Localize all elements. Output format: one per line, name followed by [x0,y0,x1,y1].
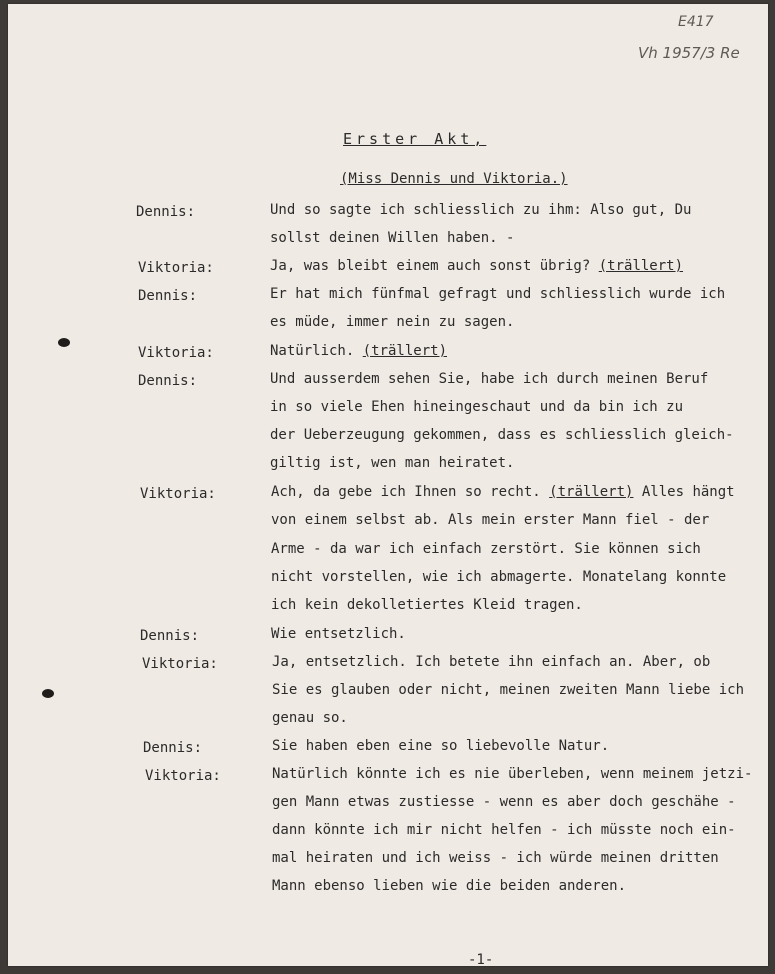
speaker-label: Viktoria: [145,768,221,784]
archive-signature: Vh 1957/3 Re [638,44,740,62]
stage-direction: (trällert) [362,343,448,359]
speaker-label: Dennis: [136,204,196,220]
dialogue-line: mal heiraten und ich weiss - ich würde meinen dritten [272,850,719,866]
typescript-page [8,4,768,966]
dialogue-line: Natürlich könnte ich es nie überleben, wenn meinem jetzi- [272,766,753,782]
dialogue-text: Ach, da gebe ich Ihnen so recht. [271,484,550,500]
dialogue-line: sollst deinen Willen haben. - [270,230,515,246]
dialogue-line: Und so sagte ich schliesslich zu ihm: Also gut, Du [270,202,692,218]
speaker-label: Dennis: [143,740,203,756]
dialogue-line: nicht vorstellen, wie ich abmagerte. Monatelang konnte [271,569,727,585]
dialogue-line: Ja, entsetzlich. Ich betete ihn einfach an. Aber, ob [272,654,711,670]
dialogue-line: von einem selbst ab. Als mein erster Mann fiel - der [271,512,710,528]
act-title: Erster Akt, [343,130,487,148]
dialogue-text: Natürlich. [270,343,363,359]
speaker-label: Dennis: [138,373,198,389]
dialogue-line: Er hat mich fünfmal gefragt und schliesslich wurde ich [270,286,726,302]
dialogue-line: Arme - da war ich einfach zerstört. Sie können sich [271,541,701,557]
dialogue-line: dann könnte ich mir nicht helfen - ich müsste noch ein- [272,822,736,838]
speaker-label: Viktoria: [140,486,216,502]
dialogue-line [270,343,447,359]
stage-direction: (trällert) [549,484,634,500]
dialogue-line [270,258,683,274]
dialogue-line: in so viele Ehen hineingeschaut und da bin ich zu [270,399,684,415]
speaker-label: Viktoria: [138,260,214,276]
punch-hole [42,689,54,698]
dialogue-line: Und ausserdem sehen Sie, habe ich durch meinen Beruf [270,371,709,387]
dialogue-line: der Ueberzeugung gekommen, dass es schliesslich gleich- [270,427,734,443]
dialogue-line: genau so. [272,710,348,726]
page-number: -1- [468,952,494,968]
dialogue-line: es müde, immer nein zu sagen. [270,314,515,330]
stage-direction: (trällert) [598,258,684,274]
dialogue-line: gen Mann etwas zustiesse - wenn es aber doch geschähe - [272,794,736,810]
dialogue-line: giltig ist, wen man heiratet. [270,455,515,471]
dialogue-line: ich kein dekolletiertes Kleid tragen. [271,597,583,613]
dialogue-line [271,484,735,500]
dialogue-text: Alles hängt [633,484,735,500]
speaker-label: Viktoria: [142,656,218,672]
speaker-label: Dennis: [140,628,200,644]
scene-characters: (Miss Dennis und Viktoria.) [340,171,568,187]
archive-code: E417 [678,14,714,30]
dialogue-line: Wie entsetzlich. [271,626,406,642]
speaker-label: Viktoria: [138,345,214,361]
dialogue-line: Sie es glauben oder nicht, meinen zweiten Mann liebe ich [272,682,745,698]
punch-hole [58,338,70,347]
dialogue-line: Sie haben eben eine so liebevolle Natur. [272,738,610,754]
dialogue-text: Ja, was bleibt einem auch sonst übrig? [270,258,599,274]
dialogue-line: Mann ebenso lieben wie die beiden anderen. [272,878,627,894]
speaker-label: Dennis: [138,288,198,304]
